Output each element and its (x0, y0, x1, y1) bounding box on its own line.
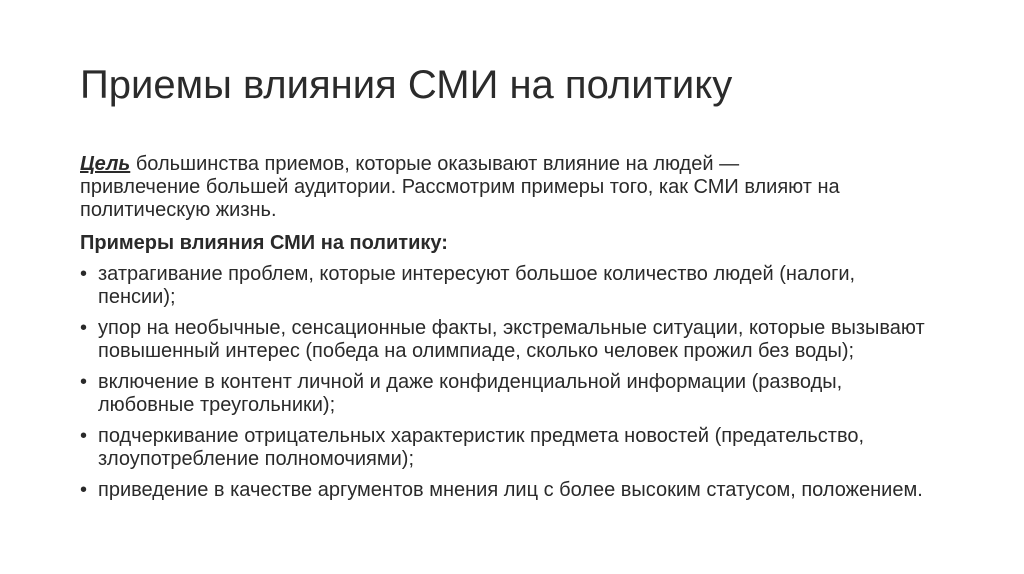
list-item-text: упор на необычные, сенсационные факты, экстремальные ситуации, которые вызывают повышенный интерес (победа на олимпиаде, сколько человек прожил без воды); (98, 317, 925, 362)
list-item-text: затрагивание проблем, которые интересуют большое количество людей (налоги, пенсии); (98, 263, 856, 308)
examples-heading: Примеры влияния СМИ на политику: (80, 232, 448, 254)
list-item (80, 371, 928, 417)
slide-body (80, 153, 950, 510)
list-item (80, 317, 928, 363)
bullet-icon: • (80, 425, 88, 447)
intro-text: большинства приемов, которые оказывают влияние на людей — привлечение большей аудитории. Рассмотрим примеры того, как СМИ влияют на политическую жизнь. (80, 153, 840, 221)
list-item-text: включение в контент личной и даже конфиденциальной информации (разводы, любовные треугольники); (98, 371, 843, 416)
intro-paragraph (80, 153, 840, 222)
list-item (80, 479, 928, 502)
list-item (80, 425, 928, 471)
examples-list (80, 263, 950, 502)
bullet-icon: • (80, 317, 88, 339)
slide-title: Приемы влияния СМИ на политику (80, 63, 733, 107)
list-item (80, 263, 928, 309)
bullet-icon: • (80, 479, 88, 501)
goal-word: Цель (80, 153, 131, 175)
bullet-icon: • (80, 371, 88, 393)
list-item-text: приведение в качестве аргументов мнения лиц с более высоким статусом, положением. (98, 479, 923, 501)
bullet-icon: • (80, 263, 88, 285)
list-item-text: подчеркивание отрицательных характеристик предмета новостей (предательство, злоупотребление полномочиями); (98, 425, 865, 470)
